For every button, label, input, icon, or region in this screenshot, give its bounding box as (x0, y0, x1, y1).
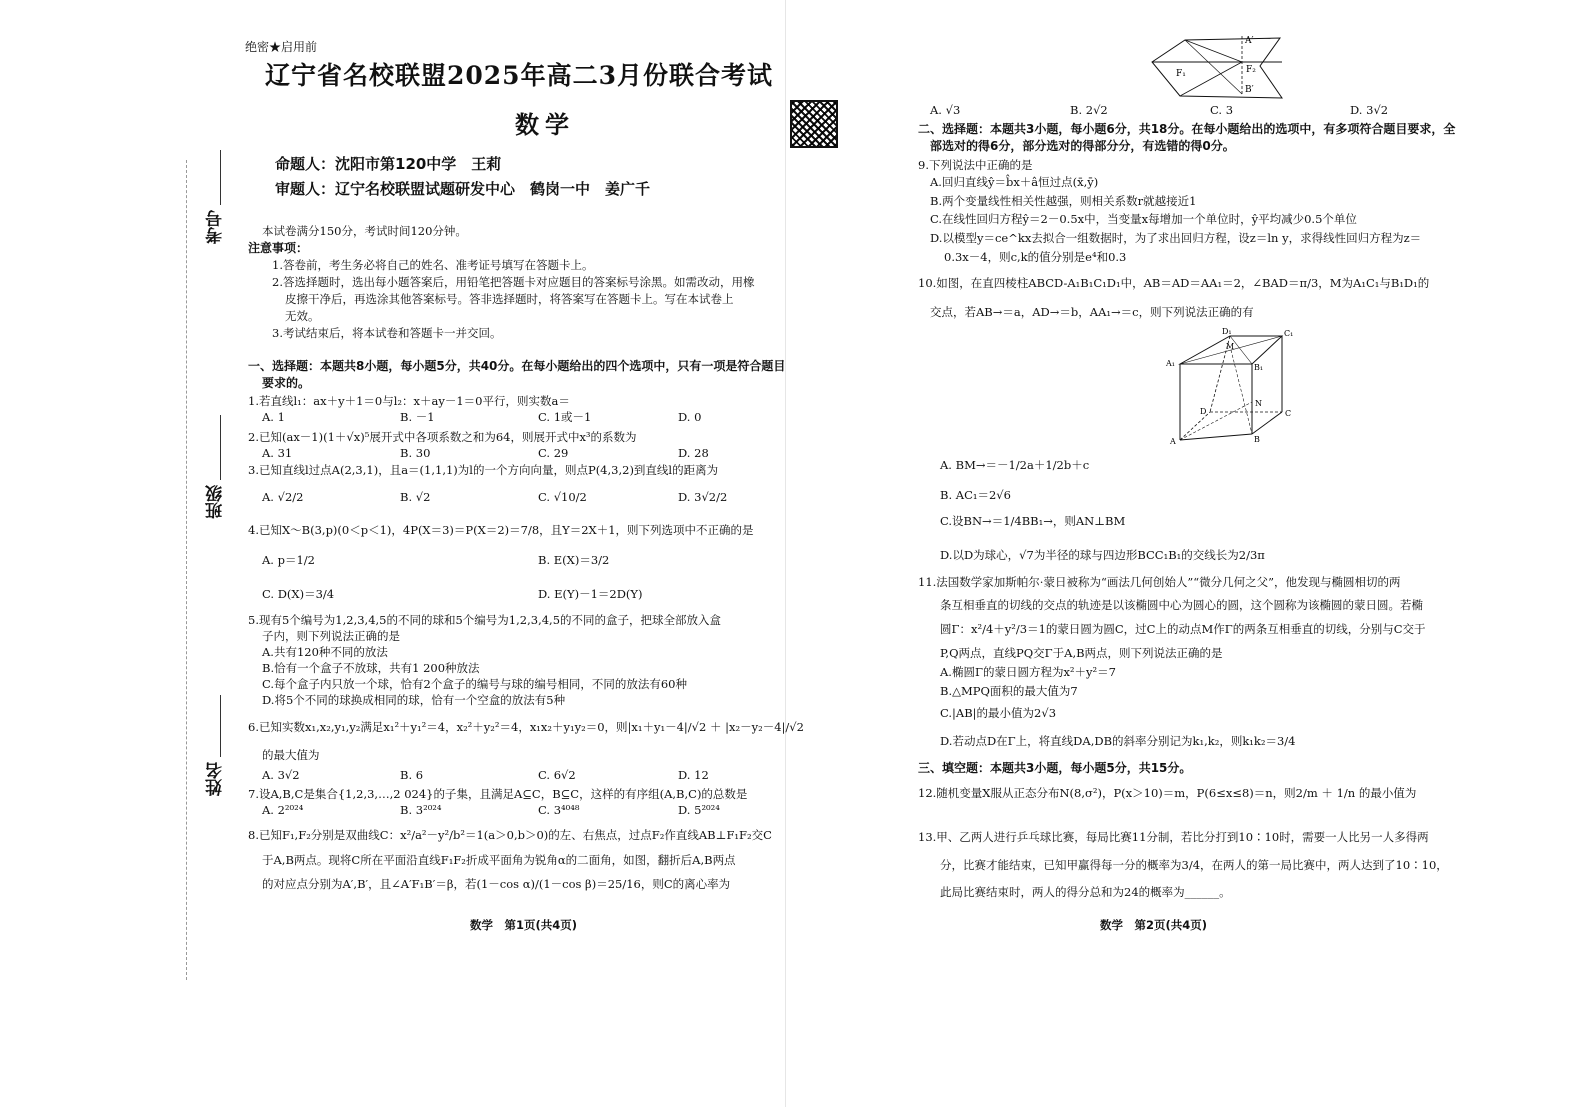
q11-stem4: P,Q两点，直线PQ交Γ于A,B两点，则下列说法正确的是 (940, 646, 1223, 660)
q11-stem2: 条互相垂直的切线的交点的轨迹是以该椭圆中心为圆心的圆，这个圆称为该椭圆的蒙日圆。若椭 (940, 598, 1423, 612)
section1-heading: 一、选择题：本题共8小题，每小题5分，共40分。在每小题给出的四个选项中，只有一项是符合题目 (248, 359, 786, 373)
q4-opt-c: C. D(X)＝3/4 (262, 587, 335, 601)
q10-opt-d: D.以D为球心，√7为半径的球与四边形BCC₁B₁的交线长为2/3π (940, 548, 1265, 562)
class-blank (220, 415, 221, 480)
q4-opt-d: D. E(Y)－1＝2D(Y) (538, 587, 643, 601)
q2-opt-c: C. 29 (538, 446, 569, 460)
exam-title: 辽宁省名校联盟2025年高二3月份联合考试 (265, 61, 773, 90)
q7-opt-c: C. 3⁴⁰⁴⁸ (538, 803, 580, 817)
q6-stem2: 的最大值为 (262, 748, 320, 762)
reviewer: 审题人：辽宁名校联盟试题研发中心 鹤岗一中 姜广千 (275, 180, 651, 198)
q5-opt-c: C.每个盒子内只放一个球，恰有2个盒子的编号与球的编号相同，不同的放法有60种 (262, 677, 687, 691)
q8-options (930, 103, 1388, 117)
q3-opt-a: A. √2/2 (262, 490, 304, 504)
qr-code (790, 100, 838, 148)
fold-label-f1: F₁ (1176, 69, 1186, 79)
q8-stem3: 的对应点分别为A′,B′，且∠A′F₁B′＝β，若(1－cos α)/(1－cos β)＝25/16，则C的离心率为 (262, 877, 731, 891)
q9-opt-c: C.在线性回归方程ŷ＝2－0.5x中，当变量x每增加一个单位时，ŷ平均减少0.5个单位 (930, 212, 1357, 226)
fold-label-a: A′ (1245, 36, 1254, 46)
footer-page1: 数学 第1页(共4页) (470, 918, 578, 932)
name-label: 姓名 (206, 762, 226, 796)
q8-stem2: 于A,B两点。现将C所在平面沿直线F₁F₂折成平面角为锐角α的二面角，如图，翻折后A,B两点 (262, 853, 736, 867)
q13-stem3: 此局比赛结束时，两人的得分总和为24的概率为______。 (940, 885, 1231, 899)
q13-stem: 13.甲、乙两人进行乒乓球比赛，每局比赛11分制，若比分打到10∶10时，需要一人比另一人多得两 (918, 830, 1429, 844)
prism-label-c1: C₁ (1284, 329, 1294, 338)
prism-label-c: C (1285, 409, 1292, 418)
q7-opt-d: D. 5²⁰²⁴ (678, 803, 720, 817)
q1-opt-a: A. 1 (262, 410, 285, 424)
q3-opt-d: D. 3√2/2 (678, 490, 728, 504)
prism-label-n: N (1255, 399, 1262, 408)
class-label: 班级 (206, 485, 226, 519)
q9-opt-d2: 0.3x－4，则c,k的值分别是e⁴和0.3 (944, 250, 1127, 264)
q9-stem: 9.下列说法中正确的是 (918, 158, 1033, 172)
q13-stem2: 分，比赛才能结束，已知甲赢得每一分的概率为3/4，在两人的第一局比赛中，两人达到了10∶10， (940, 858, 1448, 872)
q5-opt-d: D.将5个不同的球换成相同的球，恰有一个空盒的放法有5种 (262, 693, 566, 707)
note-2b: 皮擦干净后，再选涂其他答案标号。答非选择题时，将答案写在答题卡上。写在本试卷上 (285, 292, 734, 306)
exam-no-blank (220, 150, 221, 205)
q10-opt-b: B. AC₁＝2√6 (940, 488, 1011, 502)
q11-opt-b: B.△MPQ面积的最大值为7 (940, 684, 1078, 698)
q4-options-row1 (262, 553, 609, 567)
q10-stem: 10.如图，在直四棱柱ABCD-A₁B₁C₁D₁中，AB＝AD＝AA₁＝2，∠BAD＝π/3，M为A₁C₁与B₁D₁的 (918, 276, 1430, 290)
page-fold (785, 0, 786, 1107)
fold-label-b: B′ (1245, 85, 1254, 95)
q8-opt-c: C. 3 (1210, 103, 1234, 117)
q6-opt-b: B. 6 (400, 768, 424, 782)
q10-opt-c: C.设BN→＝1/4BB₁→，则AN⊥BM (940, 514, 1126, 528)
q6-opt-d: D. 12 (678, 768, 709, 782)
q3-options (262, 490, 727, 504)
q4-opt-b: B. E(X)＝3/2 (538, 553, 610, 567)
note-1: 1.答卷前，考生务必将自己的姓名、准考证号填写在答题卡上。 (272, 258, 594, 272)
prism-label-b: B (1254, 435, 1260, 444)
name-blank (220, 695, 221, 757)
q3-stem: 3.已知直线l过点A(2,3,1)，且a＝(1,1,1)为l的一个方向向量，则点P(4,3,2)到直线l的距离为 (248, 463, 719, 477)
q8-opt-b: B. 2√2 (1070, 103, 1108, 117)
q3-opt-b: B. √2 (400, 490, 431, 504)
q1-opt-d: D. 0 (678, 410, 702, 424)
exam-no-label: 考号 (206, 210, 226, 244)
q10-opt-a: A. BM→＝－1/2a＋1/2b＋c (940, 458, 1090, 472)
prism-figure (1160, 322, 1295, 446)
q4-opt-a: A. p＝1/2 (262, 553, 315, 567)
prism-label-d: D (1200, 407, 1207, 416)
prism-label-a: A (1170, 437, 1176, 446)
footer-page2: 数学 第2页(共4页) (1100, 918, 1208, 932)
q5-stem: 5.现有5个编号为1,2,3,4,5的不同的球和5个编号为1,2,3,4,5的不同的盒子，把球全部放入盒 (248, 613, 722, 627)
q6-opt-a: A. 3√2 (262, 768, 300, 782)
q1-opt-b: B. －1 (400, 410, 435, 424)
q12-stem: 12.随机变量X服从正态分布N(8,σ²)，P(x＞10)＝m，P(6≤x≤8)＝n，则2/m ＋ 1/n 的最小值为 (918, 786, 1417, 800)
notes-intro: 本试卷满分150分，考试时间120分钟。 (262, 224, 467, 238)
q2-opt-d: D. 28 (678, 446, 709, 460)
q2-opt-b: B. 30 (400, 446, 431, 460)
prism-label-b1: B₁ (1254, 363, 1264, 372)
section2-heading: 二、选择题：本题共3小题，每小题6分，共18分。在每小题给出的选项中，有多项符合题目要求，全 (918, 122, 1456, 136)
binding-line (186, 160, 188, 980)
q1-stem: 1.若直线l₁：ax＋y＋1＝0与l₂：x＋ay－1＝0平行，则实数a＝ (248, 394, 570, 408)
q4-options-row2 (262, 587, 643, 601)
notes-heading: 注意事项： (248, 241, 309, 255)
q3-opt-c: C. √10/2 (538, 490, 587, 504)
note-3: 3.考试结束后，将本试卷和答题卡一并交回。 (272, 326, 502, 340)
subject-title: 数学 (515, 110, 575, 139)
q7-opt-b: B. 3²⁰²⁴ (400, 803, 442, 817)
note-2c: 无效。 (285, 309, 320, 323)
q8-stem: 8.已知F₁,F₂分别是双曲线C：x²/a²－y²/b²＝1(a＞0,b＞0)的左、右焦点，过点F₂作直线AB⊥F₁F₂交C (248, 828, 772, 842)
q7-opt-a: A. 2²⁰²⁴ (262, 803, 304, 817)
prism-label-d1: D₁ (1222, 327, 1232, 336)
secret-mark: 绝密★启用前 (245, 40, 318, 54)
q9-opt-b: B.两个变量线性相关性越强，则相关系数r就越接近1 (930, 194, 1197, 208)
fold-figure (1150, 32, 1290, 100)
q10-stem2: 交点，若AB→＝a，AD→＝b，AA₁→＝c，则下列说法正确的有 (930, 305, 1254, 319)
q5-opt-a: A.共有120种不同的放法 (262, 645, 388, 659)
q8-opt-a: A. √3 (930, 103, 961, 117)
q11-stem: 11.法国数学家加斯帕尔·蒙日被称为“画法几何创始人”“微分几何之父”，他发现与椭圆相切的两 (918, 575, 1401, 589)
prism-label-a1: A₁ (1166, 359, 1175, 368)
q11-opt-d: D.若动点D在Γ上，将直线DA,DB的斜率分别记为k₁,k₂，则k₁k₂＝3/4 (940, 734, 1296, 748)
fold-label-f2: F₂ (1246, 65, 1256, 75)
q1-opt-c: C. 1或－1 (538, 410, 592, 424)
section1-heading2: 要求的。 (262, 376, 311, 390)
q7-options (262, 803, 720, 817)
prism-label-m: M (1226, 342, 1235, 351)
q5-opt-b: B.恰有一个盒子不放球，共有1 200种放法 (262, 661, 480, 675)
q2-options (262, 446, 709, 460)
q6-opt-c: C. 6√2 (538, 768, 576, 782)
q2-opt-a: A. 31 (262, 446, 293, 460)
q5-stem2: 子内，则下列说法正确的是 (262, 629, 400, 643)
section3-heading: 三、填空题：本题共3小题，每小题5分，共15分。 (918, 761, 1192, 775)
q9-opt-d: D.以模型y＝ce^kx去拟合一组数据时，为了求出回归方程，设z＝ln y，求得线性回归方程为z＝ (930, 231, 1422, 245)
q6-options (262, 768, 709, 782)
q7-stem: 7.设A,B,C是集合{1,2,3,…,2 024}的子集，且满足A⊆C，B⊆C，这样的有序组(A,B,C)的总数是 (248, 787, 748, 801)
q6-stem: 6.已知实数x₁,x₂,y₁,y₂满足x₁²＋y₁²＝4，x₂²＋y₂²＝4，x₁x₂＋y₁y₂＝0，则|x₁＋y₁－4|/√2 ＋ |x₂－y₂－4|/√2 (248, 720, 804, 734)
q9-opt-a: A.回归直线ŷ＝b̂x＋â恒过点(x̄,ȳ) (930, 175, 1099, 189)
note-2: 2.答选择题时，选出每小题答案后，用铅笔把答题卡对应题目的答案标号涂黑。如需改动，用橡 (272, 275, 755, 289)
q1-options (262, 410, 701, 424)
q4-stem: 4.已知X～B(3,p)(0＜p＜1)，4P(X＝3)＝P(X＝2)＝7/8，且Y＝2X＋1，则下列选项中不正确的是 (248, 523, 754, 537)
q2-stem: 2.已知(ax－1)(1＋√x)⁵展开式中各项系数之和为64，则展开式中x³的系数为 (248, 430, 637, 444)
q11-opt-c: C.|AB|的最小值为2√3 (940, 706, 1057, 720)
setter: 命题人：沈阳市第120中学 王莉 (275, 155, 502, 173)
q11-opt-a: A.椭圆Γ的蒙日圆方程为x²＋y²＝7 (940, 665, 1116, 679)
section2-heading2: 部选对的得6分，部分选对的得部分分，有选错的得0分。 (930, 139, 1235, 153)
q8-opt-d: D. 3√2 (1350, 103, 1389, 117)
q11-stem3: 圆Γ：x²/4＋y²/3＝1的蒙日圆为圆C，过C上的动点M作Γ的两条互相垂直的切线，分别与C交于 (940, 622, 1426, 636)
